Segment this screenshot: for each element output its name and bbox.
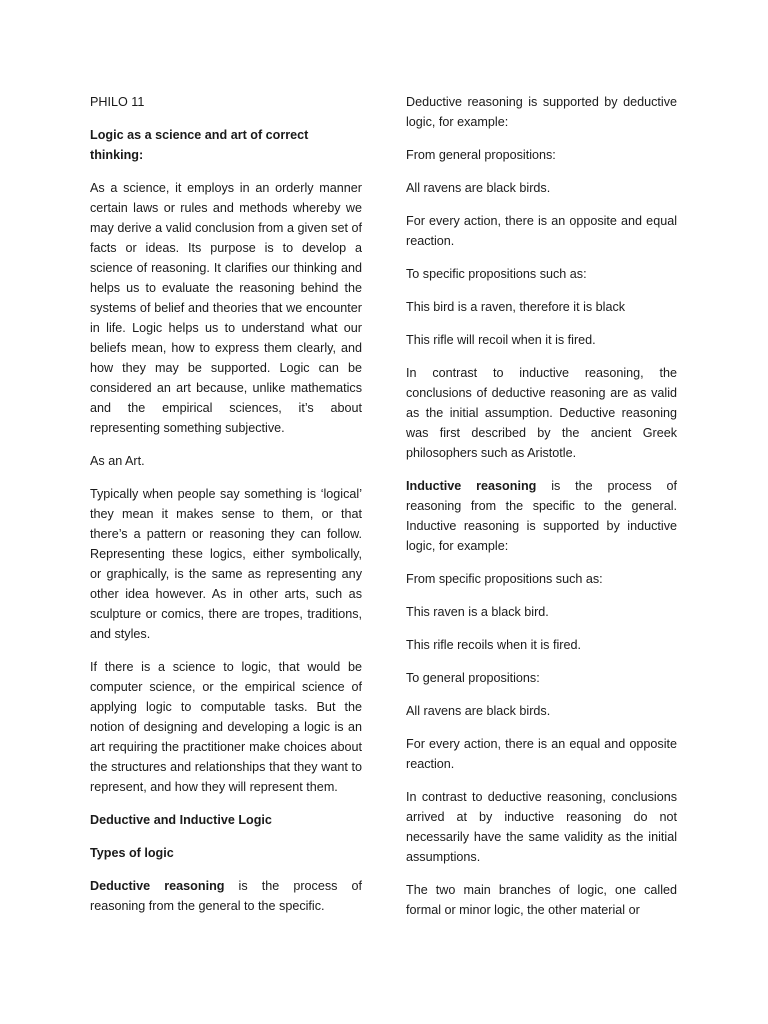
right-column — [406, 92, 677, 933]
example-rifle-recoil: This rifle will recoil when it is fired. — [406, 333, 596, 347]
inductive-definition — [406, 476, 677, 556]
example-raven-black-bird: This raven is a black bird. — [406, 605, 549, 619]
example-rifle-recoils: This rifle recoils when it is fired. — [406, 638, 581, 652]
deductive-term: Deductive reasoning — [90, 879, 225, 893]
section-heading: Logic as a science and art of correct thinking: — [90, 128, 309, 162]
contrast-inductive-paragraph: In contrast to inductive reasoning, the conclusions of deductive reasoning are as valid as the initial assumption. Deductive reasoning was first described by the ancient Greek philosophers such as Aristotle. — [406, 366, 677, 460]
example-action-equal: For every action, there is an equal and opposite reaction. — [406, 737, 677, 771]
left-column — [90, 92, 362, 929]
deductive-supported: Deductive reasoning is supported by deductive logic, for example: — [406, 95, 677, 129]
contrast-deductive-paragraph: In contrast to deductive reasoning, conclusions arrived at by inductive reasoning do not necessarily have the same validity as the initial assumptions. — [406, 790, 677, 864]
art-paragraph: Typically when people say something is ‘logical’ they mean it makes sense to them, or that there’s a pattern or reasoning they can follow. Representing these logics, either symbolically, or graphically, is the same as representing any other idea however. As in other arts, such as sculpture or comics, there are tropes, traditions, and styles. — [90, 487, 362, 641]
example-all-ravens: All ravens are black birds. — [406, 704, 551, 718]
course-code: PHILO 11 — [90, 95, 145, 109]
deductive-definition-text: is the process of reasoning from the general to the specific. — [90, 879, 363, 913]
inductive-term: Inductive reasoning — [406, 479, 537, 493]
deductive-inductive-heading: Deductive and Inductive Logic — [90, 813, 272, 827]
example-bird-raven: This bird is a raven, therefore it is black — [406, 300, 626, 314]
inductive-definition-text: is the process of reasoning from the specific to the general. Inductive reasoning is supported by inductive logic, for example: — [406, 479, 678, 553]
science-paragraph: As a science, it employs in an orderly manner certain laws or rules and methods whereby we may derive a valid conclusion from a given set of facts or ideas. Its purpose is to develop a science of reasoning. It clarifies our thinking and helps us to evaluate the reasoning behind the systems of belief and theories that we encounter in life. Logic helps us to understand what our beliefs mean, how to express them clearly, and how they may be supported. Logic can be considered an art because, unlike mathematics and the empirical sciences, it’s about representing something subjective. — [90, 181, 362, 435]
art-label: As an Art. — [90, 454, 145, 468]
types-heading: Types of logic — [90, 846, 174, 860]
from-specific-label: From specific propositions such as: — [406, 572, 603, 586]
deductive-definition — [90, 876, 362, 916]
to-general-label: To general propositions: — [406, 671, 540, 685]
from-general-label: From general propositions: — [406, 148, 556, 162]
to-specific-label: To specific propositions such as: — [406, 267, 587, 281]
example-ravens-black: All ravens are black birds. — [406, 181, 551, 195]
example-action-reaction: For every action, there is an opposite and equal reaction. — [406, 214, 677, 248]
science-of-logic-paragraph: If there is a science to logic, that would be computer science, or the empirical science of applying logic to computable tasks. But the notion of designing and developing a logic is an art requiring the practitioner make choices about the structures and relationships that they want to represent, and how they will represent them. — [90, 660, 362, 794]
two-branches-paragraph: The two main branches of logic, one called formal or minor logic, the other material or — [406, 883, 677, 917]
